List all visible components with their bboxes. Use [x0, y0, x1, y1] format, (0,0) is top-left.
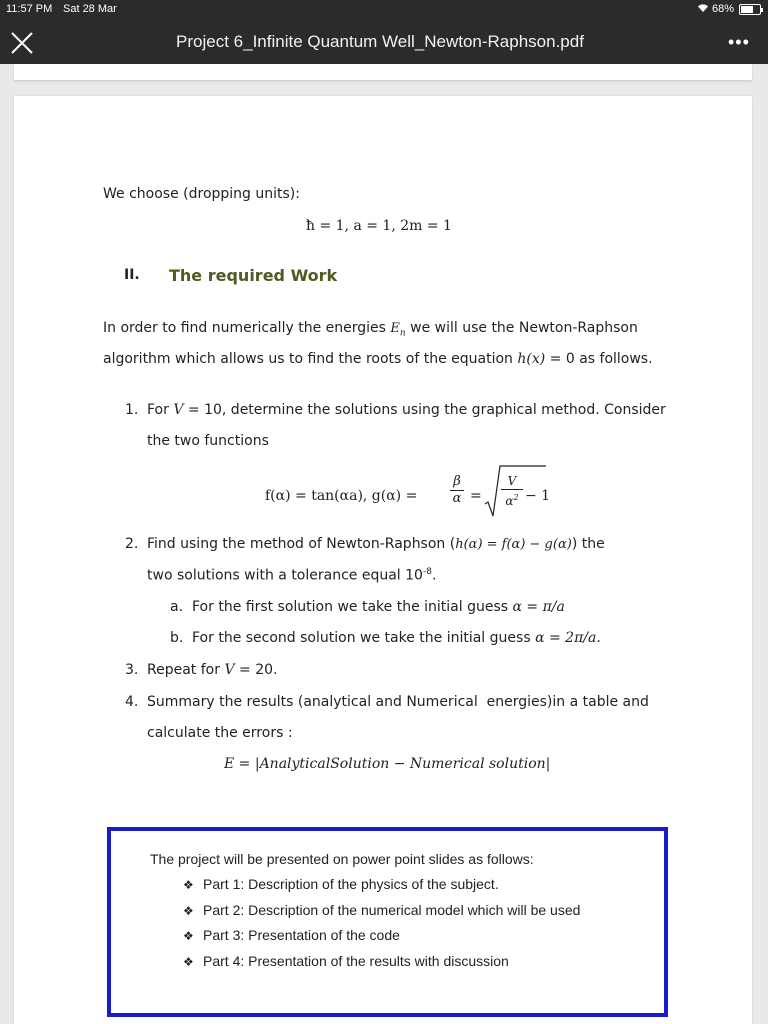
energy-symbol-sub: n	[399, 328, 406, 339]
intro-text-1: In order to find numerically the energies	[103, 320, 386, 336]
item3-V: V	[224, 662, 235, 678]
status-date: Sat 28 Mar	[63, 3, 117, 15]
sub-b-label: b.	[170, 630, 184, 646]
box-item: Part 3: Presentation of the code	[203, 927, 400, 943]
tolerance-exponent: -8	[422, 567, 432, 577]
eq-equals: =	[470, 488, 482, 504]
V-over-alpha2	[501, 474, 523, 509]
wifi-icon	[697, 3, 709, 16]
beta-over-alpha	[450, 474, 464, 507]
intro-line-1	[103, 320, 664, 339]
page-content	[14, 96, 752, 1024]
presentation-box	[107, 827, 668, 1017]
item3-line	[147, 662, 277, 678]
item2-text-c: two solutions with a tolerance equal 10	[147, 567, 423, 584]
item2-text-b: ) the	[571, 536, 605, 552]
item4-line-2: calculate the errors :	[147, 725, 293, 741]
item4-line-1: Summary the results (analytical and Numerical energies)in a table and	[147, 694, 649, 710]
intro-text-2b: = 0 as follows.	[549, 351, 653, 367]
box-item: Part 4: Presentation of the results with discussion	[203, 953, 509, 969]
frac-beta: β	[453, 474, 461, 489]
sub-a-math: α = π/a	[512, 599, 565, 615]
sub-b-end: .	[596, 630, 601, 646]
frac-alpha: α	[450, 490, 464, 507]
item1-number: 1.	[125, 402, 139, 418]
frac-alpha-squared	[501, 489, 523, 509]
item1-V: V	[173, 402, 184, 418]
frac-alpha2: α	[505, 494, 514, 508]
sub-a-label: a.	[170, 599, 184, 615]
box-intro: The project will be presented on power point slides as follows:	[150, 851, 534, 867]
status-time: 11:57 PM	[6, 3, 53, 15]
item1-text-b: = 10, determine the solutions using the graphical method. Consider	[187, 402, 666, 418]
previous-page-edge	[14, 64, 752, 80]
diamond-bullet-icon: ❖	[183, 929, 194, 943]
viewer-toolbar	[0, 20, 768, 64]
document-title: Project 6_Infinite Quantum Well_Newton-Raphson.pdf	[176, 32, 584, 51]
hx-symbol: h(x)	[517, 351, 546, 367]
pdf-page[interactable]	[14, 96, 752, 1024]
section-heading: The required Work	[169, 266, 338, 285]
status-bar	[0, 0, 768, 20]
intro-text-2: algorithm which allows us to find the roots of the equation	[103, 351, 513, 367]
eq-minus-one: − 1	[525, 488, 551, 504]
box-item: Part 1: Description of the physics of the subject.	[203, 876, 499, 892]
item2-h-function: h(α) = f(α) − g(α)	[455, 537, 572, 552]
energy-symbol	[390, 321, 406, 339]
more-options-icon[interactable]: •••	[728, 32, 750, 52]
diamond-bullet-icon: ❖	[183, 955, 194, 969]
frac-V: V	[507, 474, 517, 488]
item2-text-d: .	[431, 567, 437, 584]
frac-square: 2	[513, 493, 519, 502]
sub-b-text: For the second solution we take the initial guess	[192, 630, 531, 646]
energy-symbol-E: E	[390, 321, 400, 336]
item1-text-a: For	[147, 402, 169, 418]
diamond-bullet-icon: ❖	[183, 904, 194, 918]
sub-a-line	[192, 599, 565, 615]
item2-line-2	[147, 567, 436, 584]
item2-number: 2.	[125, 536, 139, 552]
section-number: II.	[124, 267, 140, 283]
item1-line-2: the two functions	[147, 433, 269, 449]
units-sentence: We choose (dropping units):	[103, 186, 300, 202]
item3-number: 3.	[125, 662, 139, 678]
item1-line-1	[147, 402, 666, 418]
eq-f-g: f(α) = tan(αa), g(α) =	[265, 488, 418, 504]
sub-b-line	[192, 630, 601, 646]
item2-line-1	[147, 536, 605, 552]
diamond-bullet-icon: ❖	[183, 878, 194, 892]
item3-text-b: = 20.	[239, 662, 278, 678]
intro-line-2	[103, 351, 653, 367]
battery-icon	[739, 4, 761, 15]
units-equation: ħ = 1, a = 1, 2m = 1	[306, 218, 452, 234]
sub-a-text: For the first solution we take the initial guess	[192, 599, 509, 615]
item4-number: 4.	[125, 694, 139, 710]
item2-text-a: Find using the method of Newton-Raphson (	[147, 536, 456, 552]
battery-nub	[761, 8, 763, 12]
item3-text-a: Repeat for	[147, 662, 220, 678]
error-equation: E = |AnalyticalSolution − Numerical solution|	[224, 756, 551, 772]
intro-text-1b: we will use the Newton-Raphson	[410, 320, 638, 336]
battery-percent: 68%	[712, 3, 735, 15]
battery-fill	[741, 6, 753, 13]
sub-b-math: α = 2π/a	[535, 630, 597, 646]
box-item: Part 2: Description of the numerical model which will be used	[203, 902, 581, 918]
